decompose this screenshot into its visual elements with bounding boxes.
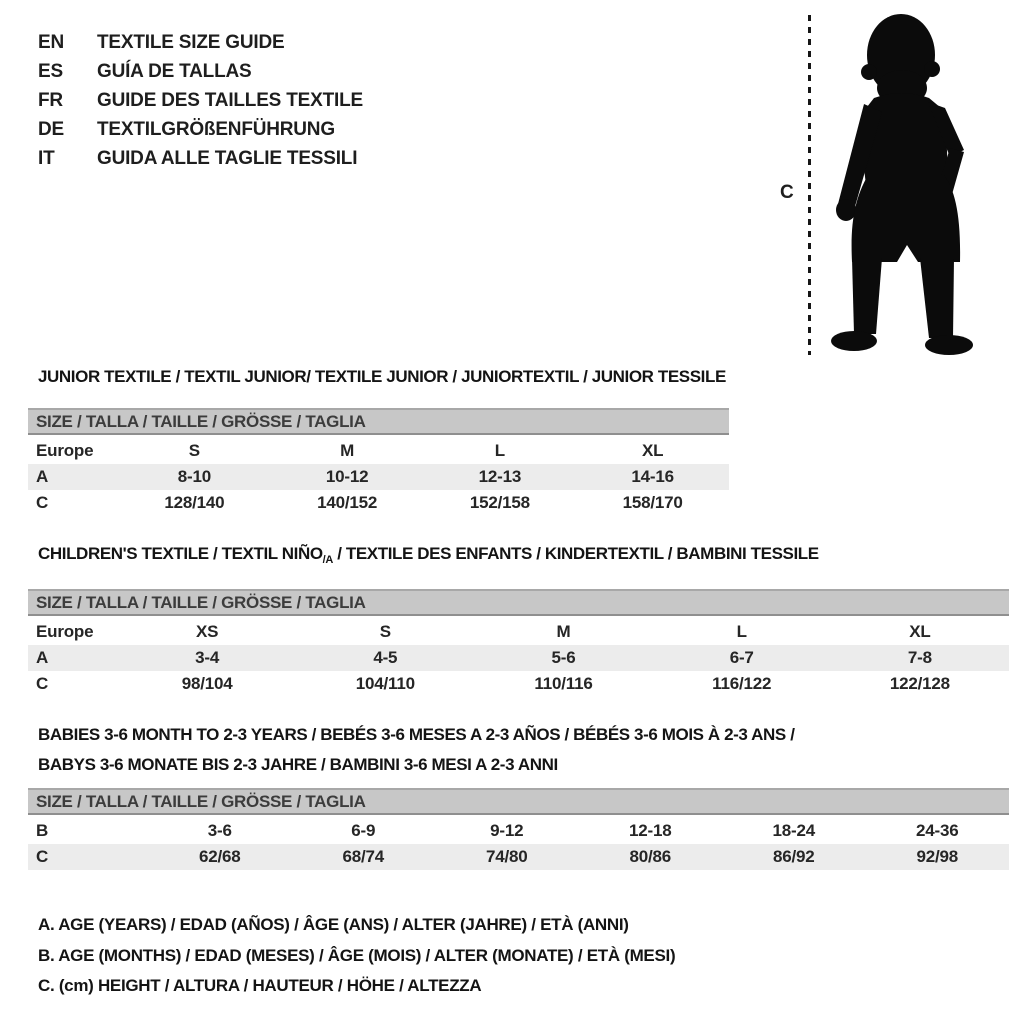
table-row [28,844,1009,870]
language-title: GUÍA DE TALLAS [97,61,252,82]
table-cell: 116/122 [712,674,772,693]
table-cell: 10-12 [325,467,369,486]
table-cell: 86/92 [772,847,815,866]
size-table-header: SIZE / TALLA / TAILLE / GRÖSSE / TAGLIA [28,788,1009,815]
height-c-label: C [780,182,794,203]
size-table-rows [28,438,729,516]
legend [38,910,675,1002]
language-title: GUIDA ALLE TAGLIE TESSILI [97,148,358,169]
section-childrens-textile [28,543,1009,697]
table-cell: 104/110 [355,674,415,693]
heading-text: JUNIOR TEXTILE / TEXTIL JUNIOR/ TEXTILE JUNIOR / JUNIORTEXTIL / JUNIOR TESSILE [38,367,726,386]
size-table-rows [28,818,1009,870]
baby-height-figure [778,10,988,362]
baby-silhouette-icon [822,10,982,355]
size-table [28,408,729,516]
table-cell: 152/158 [469,493,530,512]
language-code: ES [38,61,63,82]
table-cell: 3-4 [195,648,220,667]
table-cell: 14-16 [631,467,674,486]
table-cell: 68/74 [342,847,385,866]
table-cell: XL [641,441,664,460]
table-cell: XL [909,622,931,641]
table-row [28,619,1009,645]
size-table-header: SIZE / TALLA / TAILLE / GRÖSSE / TAGLIA [28,589,1009,616]
language-row [38,144,363,173]
heading-text: BABIES 3-6 MONTH TO 2-3 YEARS / BEBÉS 3-6 MESES A 2-3 AÑOS / BÉBÉS 3-6 MOIS À 2-3 ANS / [38,725,795,744]
table-row [28,490,729,516]
table-cell: 5-6 [551,648,576,667]
language-code: FR [38,90,63,111]
table-cell: 4-5 [373,648,398,667]
height-dotted-line [808,15,811,355]
size-table [28,589,1009,697]
row-label: B [36,821,49,840]
heading-text: CHILDREN'S TEXTILE / TEXTIL NIÑO [38,544,323,563]
language-title: TEXTILE SIZE GUIDE [97,32,285,53]
row-label: Europe [36,622,94,641]
row-label: A [36,467,49,486]
legend-line: A. AGE (YEARS) / EDAD (AÑOS) / ÂGE (ANS) / ALTER (JAHRE) / ETÀ (ANNI) [38,915,629,934]
table-row [28,818,1009,844]
section-heading [38,366,729,388]
table-cell: 24-36 [916,821,959,840]
heading-text: BABYS 3-6 MONATE BIS 2-3 JAHRE / BAMBINI 3-6 MESI A 2-3 ANNI [38,755,558,774]
heading-text: /A [322,554,333,566]
table-cell: S [379,622,391,641]
table-cell: M [340,441,355,460]
table-cell: 12-13 [478,467,522,486]
row-label: Europe [36,441,94,460]
size-table [28,788,1009,870]
table-cell: 158/170 [622,493,683,512]
size-table-header: SIZE / TALLA / TAILLE / GRÖSSE / TAGLIA [28,408,729,435]
row-label: C [36,674,49,693]
table-row [28,464,729,490]
row-label: C [36,493,49,512]
table-cell: 122/128 [889,674,950,693]
table-cell: 3-6 [207,821,232,840]
table-row [28,438,729,464]
language-row [38,86,363,115]
table-cell: 18-24 [772,821,815,840]
language-title-list [38,28,363,173]
row-label: C [36,847,49,866]
table-cell: 8-10 [177,467,211,486]
legend-line: B. AGE (MONTHS) / EDAD (MESES) / ÂGE (MOIS) / ALTER (MONATE) / ETÀ (MESI) [38,945,676,965]
legend-line: C. (cm) HEIGHT / ALTURA / HAUTEUR / HÖHE / ALTEZZA [38,976,482,995]
section-heading [38,720,1009,780]
table-cell: M [556,622,571,641]
row-label: A [36,648,49,667]
section-babies [28,720,1009,870]
table-row [28,645,1009,671]
table-cell: 7-8 [907,648,932,667]
language-code: IT [38,148,55,169]
table-cell: 74/80 [485,847,528,866]
size-table-rows [28,619,1009,697]
table-cell: 128/140 [164,493,225,512]
table-cell: 92/98 [916,847,959,866]
section-heading [38,543,1009,567]
heading-text: / TEXTILE DES ENFANTS / KINDERTEXTIL / BAMBINI TESSILE [332,544,819,563]
language-code: DE [38,119,64,140]
language-title: GUIDE DES TAILLES TEXTILE [97,90,363,111]
language-row [38,57,363,86]
table-cell: 80/86 [629,847,672,866]
table-cell: 9-12 [490,821,524,840]
table-cell: 110/116 [534,674,593,693]
table-cell: L [494,441,505,460]
table-cell: 140/152 [317,493,378,512]
table-cell: 6-9 [351,821,376,840]
language-code: EN [38,32,64,53]
table-cell: 12-18 [629,821,672,840]
table-cell: L [736,622,747,641]
language-title: TEXTILGRÖßENFÜHRUNG [97,119,335,140]
table-cell: 6-7 [729,648,754,667]
table-cell: 62/68 [198,847,241,866]
table-cell: 98/104 [181,674,233,693]
table-cell: XS [195,622,219,641]
section-junior-textile [28,366,729,516]
language-row [38,115,363,144]
table-cell: S [188,441,200,460]
table-row [28,671,1009,697]
language-row [38,28,363,57]
